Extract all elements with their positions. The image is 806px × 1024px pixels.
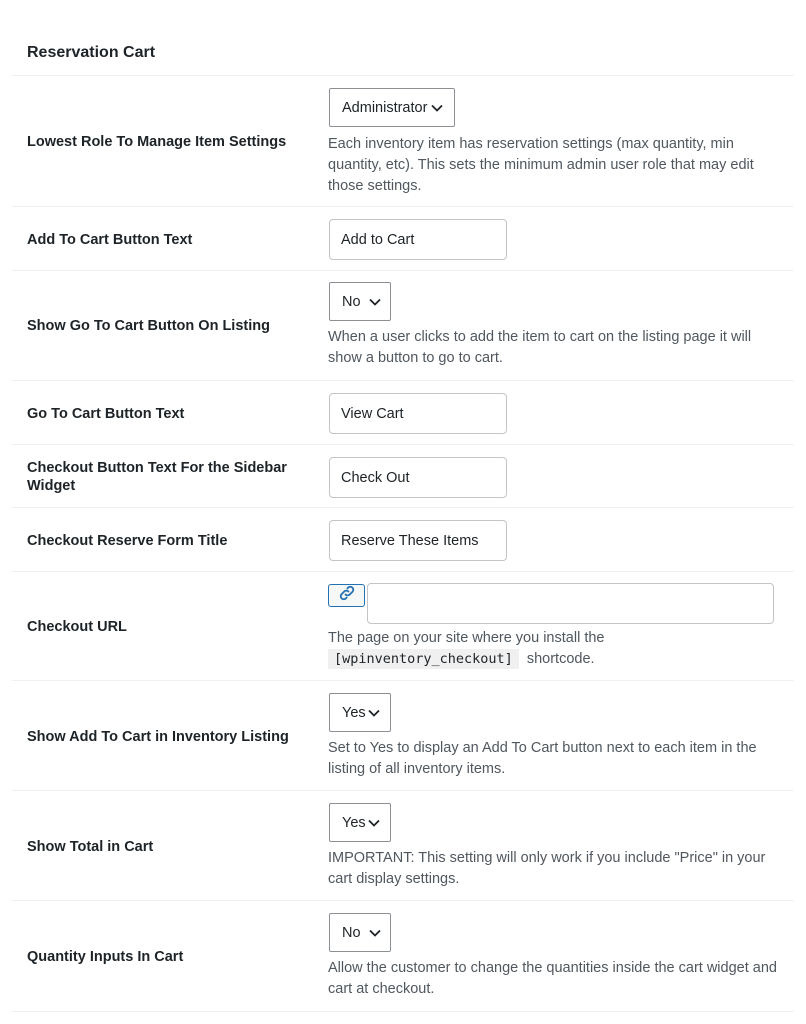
setting-description: IMPORTANT: This setting will only work if you include "Price" in your cart display settings. [328,850,766,887]
setting-label: Checkout URL [27,619,127,635]
chevron-down-icon [369,929,381,937]
setting-row-go-to-cart-text [12,380,794,445]
setting-label: Show Total in Cart [27,839,154,855]
setting-description: Allow the customer to change the quantities inside the cart widget and cart at checkout. [328,960,777,997]
setting-label: Lowest Role To Manage Item Settings [27,134,287,150]
go-to-cart-text-input[interactable]: View Cart [329,393,507,434]
chevron-down-icon [369,298,381,306]
description-text: shortcode. [526,651,595,667]
setting-row-show-go-to-cart [12,270,794,381]
setting-row-show-total [12,790,794,901]
setting-row-checkout-form-title [12,507,794,572]
select-value: Yes [342,814,366,831]
setting-row-show-add-to-cart-listing [12,680,794,791]
show-add-to-cart-select[interactable] [329,693,391,732]
checkout-url-input[interactable] [367,583,774,624]
setting-description: When a user clicks to add the item to cart on the listing page it will show a button to go to cart. [328,329,752,366]
setting-label: Checkout Button Text For the Sidebar Widget [27,460,287,494]
divider [12,1011,794,1012]
setting-row-quantity-inputs [12,900,794,1012]
quantity-inputs-select[interactable] [329,913,391,952]
show-total-select[interactable] [329,803,391,842]
select-value: No [342,293,361,310]
role-select[interactable] [329,88,455,127]
setting-label: Checkout Reserve Form Title [27,533,228,549]
setting-description [328,628,780,670]
setting-label: Show Go To Cart Button On Listing [27,318,270,334]
shortcode-text: [wpinventory_checkout] [328,649,519,669]
setting-row-add-to-cart-text [12,206,794,271]
checkout-form-title-input[interactable]: Reserve These Items [329,520,507,561]
add-to-cart-text-input[interactable]: Add to Cart [329,219,507,260]
select-value: Administrator [342,99,428,116]
setting-description: Each inventory item has reservation settings (max quantity, min quantity, etc). This sets the minimum admin user role that may edit those settings. [328,136,754,194]
section-title: Reservation Cart [27,44,156,61]
setting-label: Show Add To Cart in Inventory Listing [27,729,289,745]
chevron-down-icon [368,819,380,827]
setting-label: Add To Cart Button Text [27,232,193,248]
chevron-down-icon [368,709,380,717]
setting-row-checkout-url [12,571,794,681]
setting-row-lowest-role [12,75,794,207]
checkout-button-text-input[interactable]: Check Out [329,457,507,498]
description-text: The page on your site where you install the [328,630,605,646]
setting-row-checkout-button-text [12,444,794,508]
select-value: Yes [342,704,366,721]
select-value: No [342,924,361,941]
show-go-to-cart-select[interactable] [329,282,391,321]
setting-description: Set to Yes to display an Add To Cart button next to each item in the listing of all inventory items. [328,740,757,777]
link-icon [338,584,356,607]
link-button[interactable] [328,584,365,607]
chevron-down-icon [431,104,443,112]
setting-label: Quantity Inputs In Cart [27,949,184,965]
setting-label: Go To Cart Button Text [27,406,185,422]
